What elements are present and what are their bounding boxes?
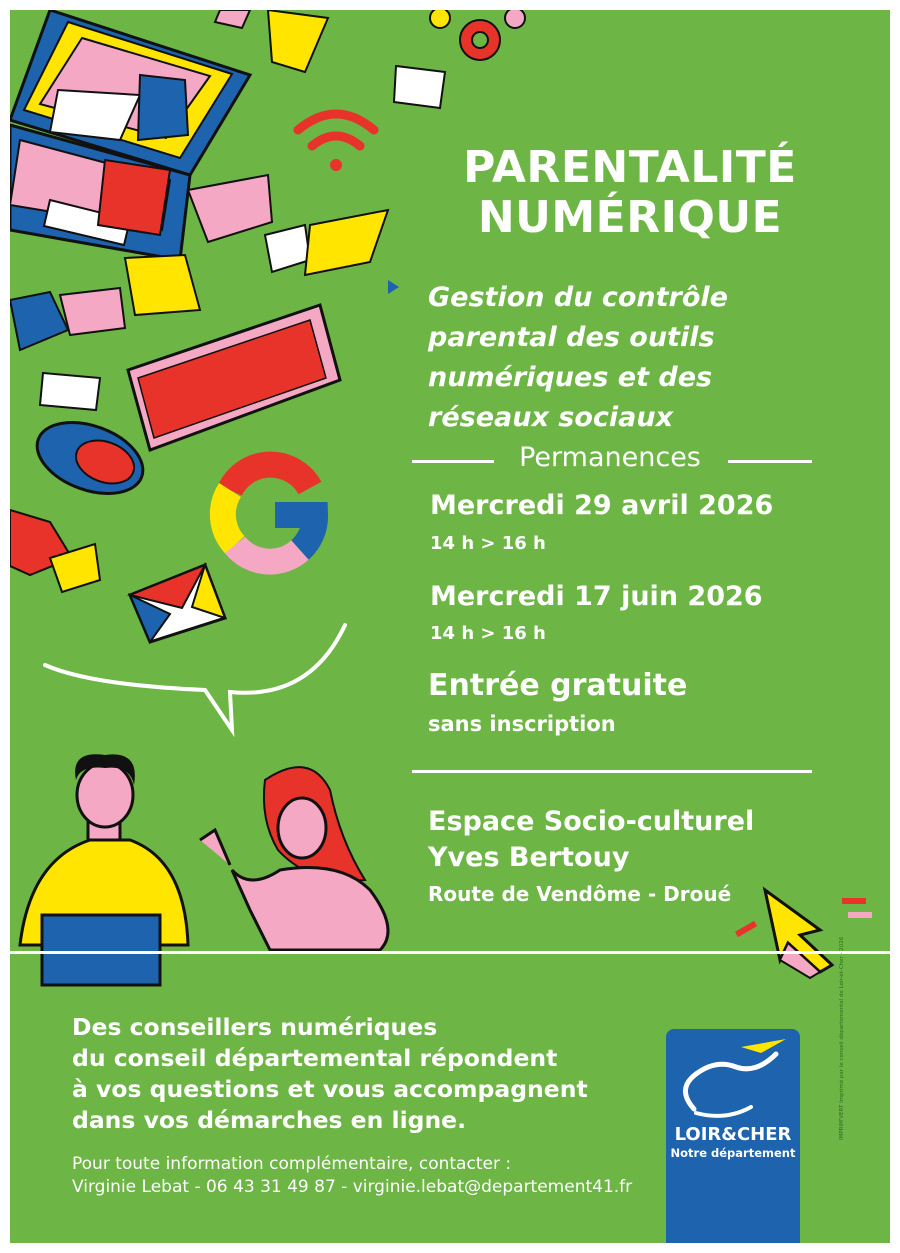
subtitle (408, 278, 808, 438)
divider (728, 460, 812, 463)
date-1: Mercredi 29 avril 2026 (430, 490, 774, 521)
imprint-label: Imprimé par le conseil départemental de Loir-et-Cher - 2026 (839, 936, 845, 1103)
envelope-icon (130, 565, 225, 642)
title-line-2: NUMÉRIQUE (477, 192, 783, 243)
subtitle-line: Gestion du contrôle (428, 282, 728, 313)
description (72, 1012, 632, 1136)
gear-icon (430, 10, 525, 60)
venue-line-2: Yves Bertouy (428, 842, 630, 873)
speech-bubble-icon (45, 625, 345, 730)
contact-line-2: Virginie Lebat - 06 43 31 49 87 - virginie.lebat@departement41.fr (72, 1177, 633, 1197)
date-2: Mercredi 17 juin 2026 (430, 581, 763, 612)
description-line: dans vos démarches en ligne. (72, 1106, 467, 1134)
permanences-heading: Permanences (519, 442, 701, 473)
contact-info (72, 1153, 672, 1199)
page-title (410, 143, 850, 243)
no-registration: sans inscription (428, 712, 616, 736)
separator (412, 770, 812, 773)
triangle-bullet-icon (388, 280, 399, 294)
contact-line-1: Pour toute information complémentaire, contacter : (72, 1154, 512, 1174)
woman-illustration (200, 767, 388, 950)
divider (412, 460, 494, 463)
salamander-logo-icon (666, 1029, 800, 1124)
imprint-text (839, 900, 845, 1140)
ground-line (10, 951, 890, 954)
subtitle-line: parental des outils (428, 322, 715, 353)
google-g-icon (223, 465, 315, 562)
description-line: Des conseillers numériques (72, 1013, 438, 1041)
entry-free: Entrée gratuite (428, 668, 688, 703)
mouse-icon (27, 409, 152, 507)
keyboard-icon (128, 305, 340, 450)
description-line: du conseil départemental répondent (72, 1044, 558, 1072)
description-line: à vos questions et vous accompagnent (72, 1075, 588, 1103)
time-1: 14 h > 16 h (430, 533, 546, 554)
poster (10, 10, 890, 1243)
wifi-icon (298, 114, 374, 171)
loir-et-cher-logo (666, 1029, 800, 1243)
imprim-vert-label: IMPRIM'VERT (839, 1104, 845, 1140)
subtitle-line: numériques et des (428, 362, 713, 393)
time-2: 14 h > 16 h (430, 623, 546, 644)
subtitle-line: réseaux sociaux (428, 402, 674, 433)
title-line-1: PARENTALITÉ (463, 142, 797, 193)
logo-tagline: Notre département (670, 1146, 796, 1160)
cursor-arrow-icon (735, 890, 872, 978)
venue-line-1: Espace Socio-culturel (428, 806, 755, 837)
logo-name: LOIR&CHER (674, 1124, 792, 1145)
address: Route de Vendôme - Droué (428, 882, 732, 906)
